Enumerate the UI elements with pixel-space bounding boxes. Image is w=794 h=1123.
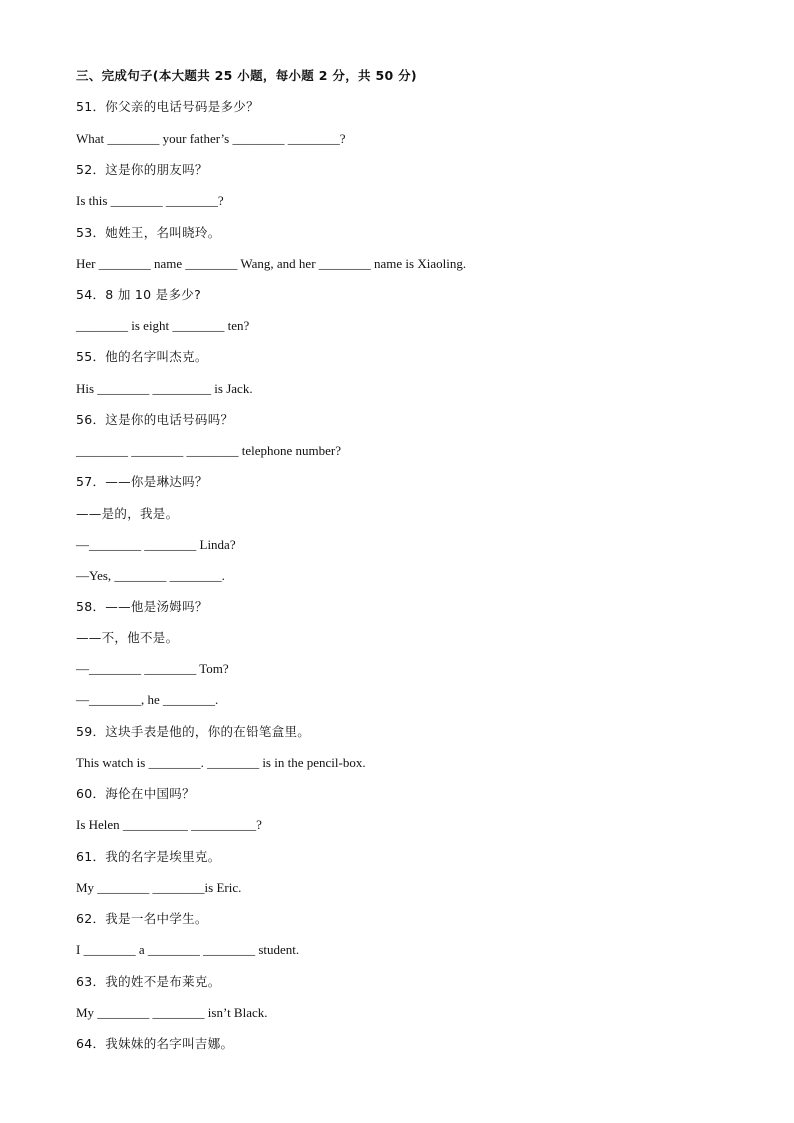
question-60-prompt: 60．海伦在中国吗？ <box>76 786 195 801</box>
question-59-prompt: 59．这块手表是他的，你的在铅笔盒里。 <box>76 724 311 739</box>
question-61-prompt: 61．我的名字是埃里克。 <box>76 849 221 864</box>
question-60-answer: Is Helen __________ __________? <box>76 817 262 832</box>
question-51-answer: What ________ your father’s ________ ________? <box>76 131 346 146</box>
question-53-prompt: 53．她姓王，名叫晓玲。 <box>76 225 221 240</box>
question-58-reply: ——不，他不是。 <box>76 630 179 645</box>
question-53-answer: Her ________ name ________ Wang, and her ________ name is Xiaoling. <box>76 256 467 271</box>
question-59-answer: This watch is ________. ________ is in the pencil-box. <box>76 755 366 770</box>
question-58-answer-2: —________, he ________. <box>76 692 219 707</box>
question-57-answer-1: —________ ________ Linda? <box>76 537 236 552</box>
question-58-prompt: 58．——他是汤姆吗？ <box>76 599 208 614</box>
question-63-answer: My ________ ________ isn’t Black. <box>76 1005 268 1020</box>
question-57-answer-2: —Yes, ________ ________. <box>76 568 225 583</box>
question-62-prompt: 62．我是一名中学生。 <box>76 911 208 926</box>
question-55-answer: His ________ _________ is Jack. <box>76 381 253 396</box>
question-63-prompt: 63．我的姓不是布莱克。 <box>76 974 221 989</box>
question-57-reply: ——是的，我是。 <box>76 506 179 521</box>
question-56-answer: ________ ________ ________ telephone number? <box>76 443 342 458</box>
question-62-answer: I ________ a ________ ________ student. <box>76 942 300 957</box>
question-54-prompt: 54．8 加 10 是多少? <box>76 287 202 302</box>
question-54-answer: ________ is eight ________ ten? <box>76 318 250 333</box>
question-52-answer: Is this ________ ________? <box>76 193 224 208</box>
question-57-prompt: 57．——你是琳达吗？ <box>76 474 208 489</box>
question-64-prompt: 64．我妹妹的名字叫吉娜。 <box>76 1036 234 1051</box>
question-58-answer-1: —________ ________ Tom? <box>76 661 229 676</box>
question-52-prompt: 52．这是你的朋友吗？ <box>76 162 208 177</box>
question-56-prompt: 56．这是你的电话号码吗？ <box>76 412 234 427</box>
question-55-prompt: 55．他的名字叫杰克。 <box>76 349 208 364</box>
question-51-prompt: 51．你父亲的电话号码是多少？ <box>76 99 259 114</box>
section-title: 三、完成句子(本大题共 25 小题，每小题 2 分，共 50 分) <box>76 68 417 83</box>
question-61-answer: My ________ ________is Eric. <box>76 880 242 895</box>
